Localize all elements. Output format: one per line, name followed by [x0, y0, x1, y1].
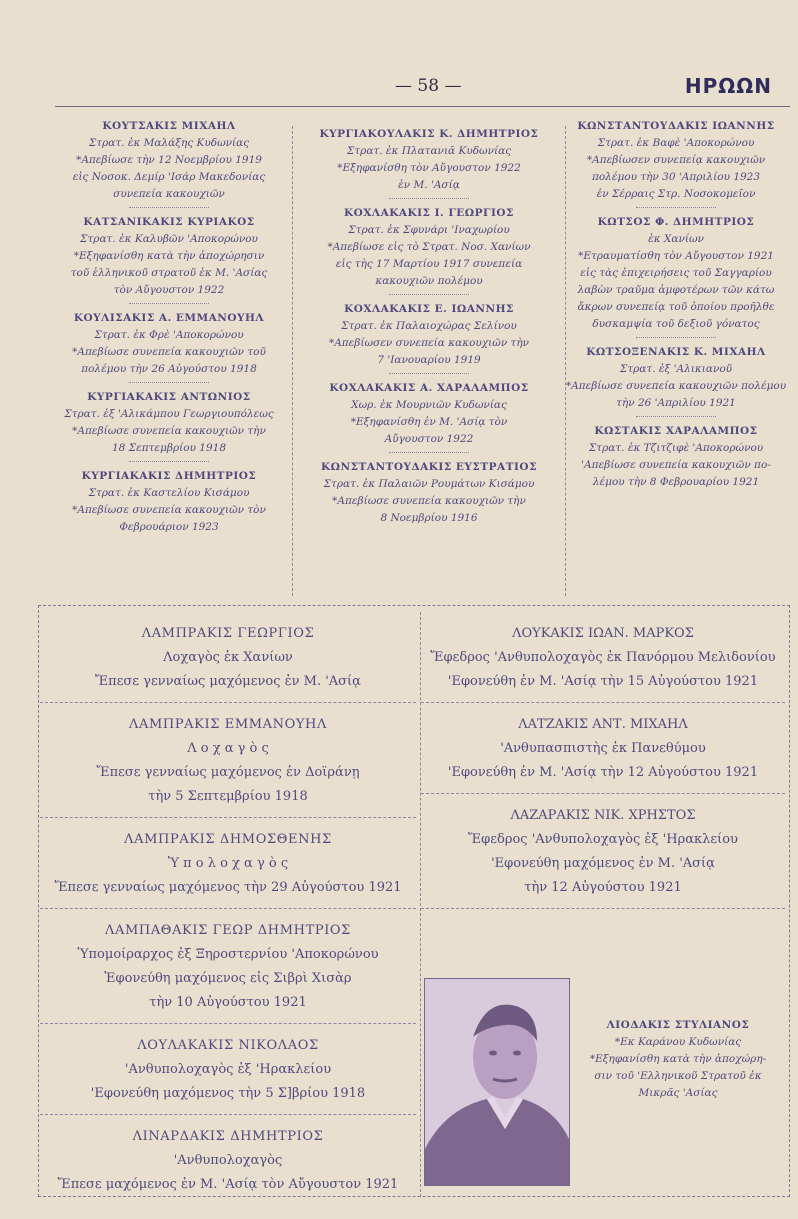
entry-line: *Εξηφανίσθη ἐν Μ. 'Ασίᾳ τὸν — [350, 416, 508, 428]
entry-line: τὴν 26 'Απριλίου 1921 — [616, 397, 736, 409]
entry-line: Στρατ. ἐξ 'Αλικάμπου Γεωργιουπόλεως — [64, 408, 274, 420]
entry-line: Ἔφεδρος 'Ανθυπολοχαγὸς ἐκ Πανόρμου Μελιδονίου — [430, 650, 776, 665]
soldier-name: ΛΟΥΛΑΚΑΚΙΣ ΝΙΚΟΛΑΟΣ — [137, 1038, 319, 1053]
entry-line: σιν τοῦ 'Ελληνικοῦ Στρατοῦ ἐκ — [594, 1070, 762, 1082]
soldier-name: ΛΙΝΑΡΔΑΚΙΣ ΔΗΜΗΤΡΙΟΣ — [132, 1129, 324, 1144]
entry-line: *Απεβίωσε εἰς τὸ Στρατ. Νοσ. Χανίων — [327, 241, 531, 253]
entry-line: Στρατ. ἐκ Μαλάξης Κυδωνίας — [88, 137, 250, 149]
entry-line: συνεπεία κακουχιῶν — [113, 188, 225, 200]
entry-line: Χωρ. ἐκ Μουρνιῶν Κυδωνίας — [351, 399, 507, 411]
entry-line: ἐν Μ. 'Ασίᾳ — [398, 179, 460, 191]
memorial-entry — [299, 301, 559, 369]
divider — [129, 303, 209, 304]
memorial-entry — [421, 612, 785, 703]
divider — [636, 207, 716, 208]
entry-line: ἄκρων συνεπείᾳ τοῦ ὁποίου προῆλθε — [577, 301, 775, 313]
divider — [389, 198, 469, 199]
entry-line: Ἔπεσε μαχόμενος ἐν Μ. 'Ασίᾳ τὸν Αὔγουστον 1921 — [57, 1177, 399, 1192]
memorial-entry — [60, 468, 278, 536]
entry-line: Λ ο χ α γ ὸ ς — [187, 741, 269, 756]
divider — [129, 207, 209, 208]
divider — [389, 294, 469, 295]
entry-line: Ὑ π ο λ ο χ α γ ὸ ς — [167, 856, 289, 871]
portrait-caption — [566, 1017, 790, 1102]
memorial-entry — [560, 214, 792, 333]
memorial-entry — [421, 703, 785, 794]
memorial-entry — [40, 909, 416, 1024]
entry-line: πολέμου τὴν 30 'Απριλίου 1923 — [591, 171, 761, 183]
entry-line: εἰς Νοσοκ. Δεμίρ 'Ισάρ Μακεδονίας — [72, 171, 266, 183]
entry-line: *Απεβίωσε τὴν 12 Νοεμβρίου 1919 — [76, 154, 262, 166]
memorial-entry — [60, 389, 278, 457]
entry-line: 8 Νοεμβρίου 1916 — [380, 512, 478, 524]
portrait-photo — [424, 978, 570, 1186]
entry-line: *Απεβίωσεν συνεπεία κακουχιῶν τὴν — [328, 337, 530, 349]
entry-line: Αὔγουστον 1922 — [384, 433, 474, 445]
entry-line: τὴν 12 Αὐγούστου 1921 — [524, 880, 682, 895]
entry-line: 18 Σεπτεμβρίου 1918 — [111, 442, 227, 454]
divider — [129, 461, 209, 462]
soldier-name: ΚΥΡΓΙΑΚΟΥΛΑΚΙΣ Κ. ΔΗΜΗΤΡΙΟΣ — [319, 128, 539, 140]
entry-line: *Απεβίωσε συνεπεία κακουχιῶν τὴν — [332, 495, 526, 507]
portrait-image — [425, 979, 569, 1185]
soldier-name: ΚΩΤΣΟΞΕΝΑΚΙΣ Κ. ΜΙΧΑΗΛ — [586, 346, 766, 358]
soldier-name: ΚΩΝΣΤΑΝΤΟΥΔΑΚΙΣ ΙΩΑΝΝΗΣ — [577, 120, 775, 132]
entry-line: Στρατ. ἐκ Τζιτζιφὲ 'Αποκορώνου — [588, 442, 764, 454]
entry-line: Στρατ. ἐκ Παλαιῶν Ρουμάτων Κισάμου — [323, 478, 535, 490]
soldier-name: ΚΥΡΓΙΑΚΑΚΙΣ ΑΝΤΩΝΙΟΣ — [87, 391, 251, 403]
soldier-name: ΚΟΥΛΙΣΑΚΙΣ Α. ΕΜΜΑΝΟΥΗΛ — [73, 312, 265, 324]
soldier-name: ΛΑΜΠΡΑΚΙΣ ΔΗΜΟΣΘΕΝΗΣ — [124, 832, 332, 847]
entry-line: 'Ανθυπολοχαγὸς — [173, 1153, 283, 1168]
entry-line: Στρατ. ἐκ Πλατανιᾶ Κυδωνίας — [346, 145, 512, 157]
soldier-name: ΚΟΥΤΣΑΚΙΣ ΜΙΧΑΗΛ — [102, 120, 236, 132]
entry-line: *Απεβίωσεν συνεπείᾳ κακουχιῶν — [586, 154, 766, 166]
soldier-name: ΛΑΜΠΑΘΑΚΙΣ ΓΕΩΡ ΔΗΜΗΤΡΙΟΣ — [105, 923, 351, 938]
entry-line: εἰς τὴς 17 Μαρτίου 1917 συνεπεία — [335, 258, 523, 270]
entry-line: *Απεβίωσε συνεπεία κακουχιῶν τὸν — [72, 504, 266, 516]
memorial-entry — [40, 1024, 416, 1115]
entry-line: 'Εφονεύθη ἐν Μ. 'Ασίᾳ τὴν 15 Αὐγούστου 1921 — [447, 674, 759, 689]
memorial-entry — [60, 310, 278, 378]
memorial-entry — [40, 818, 416, 909]
column-left — [60, 118, 278, 536]
soldier-name: ΛΑΤΖΑΚΙΣ ΑΝΤ. ΜΙΧΑΗΛ — [518, 717, 688, 732]
memorial-entry — [299, 126, 559, 194]
memorial-entry — [299, 205, 559, 290]
entry-line: Ἔπεσε γενναίως μαχόμενος ἐν Δοϊράνῃ — [96, 765, 360, 780]
entry-line: τοῦ ἑλληνικοῦ στρατοῦ ἐκ Μ. 'Ασίας — [70, 267, 268, 279]
entry-line: Ἔφεδρος 'Ανθυπολοχαγὸς ἐξ 'Ηρακλείου — [468, 832, 738, 847]
divider — [389, 452, 469, 453]
entry-line: *Ετραυματίσθη τὸν Αὔγουστον 1921 — [578, 250, 774, 262]
memorial-entry — [299, 380, 559, 448]
soldier-name: ΚΩΤΣΟΣ Φ. ΔΗΜΗΤΡΙΟΣ — [597, 216, 755, 228]
entry-line: ἐκ Χανίων — [648, 233, 704, 245]
entry-line: Λοχαγὸς ἐκ Χανίων — [163, 650, 293, 665]
entry-line: Στρατ. ἐκ Φρὲ 'Αποκορώνου — [94, 329, 244, 341]
entry-line: *Εξηφανίσθη τὸν Αὔγουστον 1922 — [337, 162, 521, 174]
header-rule — [55, 106, 790, 107]
entry-line: 'Ανθυπολοχαγὸς ἐξ 'Ηρακλείου — [124, 1062, 332, 1077]
officers-left-column — [40, 612, 416, 1205]
entry-line: 'Εφονεύθη μαχόμενος τὴν 5 Σ]βρίου 1918 — [90, 1086, 366, 1101]
soldier-name: ΚΟΧΛΑΚΑΚΙΣ Ε. ΙΩΑΝΝΗΣ — [344, 303, 514, 315]
soldier-name: ΚΥΡΓΙΑΚΑΚΙΣ ΔΗΜΗΤΡΙΟΣ — [81, 470, 257, 482]
entry-line: εἰς τὰς ἐπιχειρήσεις τοῦ Σαγγαρίου — [580, 267, 772, 279]
memorial-entry — [40, 703, 416, 818]
entry-line: *Εξηφανίσθη κατὰ τὴν ἀποχώρησιν — [73, 250, 265, 262]
soldier-name: ΛΟΥΚΑΚΙΣ ΙΩΑΝ. ΜΑΡΚΟΣ — [512, 626, 694, 641]
entry-line: Στρατ. ἐξ 'Αλικιανοῦ — [619, 363, 733, 375]
page-heading: ΗΡΩΩΝ — [684, 74, 772, 98]
entry-line: Ὑπομοίραρχος ἐξ Ξηροστερνίου 'Αποκορώνου — [77, 947, 379, 962]
entry-line: *Απεβίωσε συνεπεία κακουχιῶν τὴν — [72, 425, 266, 437]
soldier-name: ΚΑΤΣΑΝΙΚΑΚΙΣ ΚΥΡΙΑΚΟΣ — [83, 216, 255, 228]
entry-line: 'Εφονεύθη ἐν Μ. 'Ασίᾳ τὴν 12 Αὐγούστου 1921 — [447, 765, 759, 780]
soldier-name: ΛΙΟΔΑΚΙΣ ΣΤΥΛΙΑΝΟΣ — [606, 1019, 750, 1031]
entry-line: πολέμου τὴν 26 Αὐγούστου 1918 — [81, 363, 257, 375]
entry-line: Ἐφονεύθη μαχόμενος εἰς Σιβρὶ Χισὰρ — [104, 971, 352, 986]
entry-line: 'Ανθυπασπιστὴς ἐκ Πανεθύμου — [500, 741, 706, 756]
entry-line: *Εξηφανίσθη κατὰ τὴν ἀποχώρη- — [589, 1053, 767, 1065]
soldier-name: ΛΑΖΑΡΑΚΙΣ ΝΙΚ. ΧΡΗΣΤΟΣ — [510, 808, 696, 823]
entry-line: Στρατ. ἐκ Παλαιοχώρας Σελίνου — [341, 320, 517, 332]
soldier-name: ΛΑΜΠΡΑΚΙΣ ΕΜΜΑΝΟΥΗΛ — [129, 717, 327, 732]
entry-line: Φεβρουάριον 1923 — [119, 521, 219, 533]
divider — [636, 416, 716, 417]
soldier-name: ΚΩΣΤΑΚΙΣ ΧΑΡΑΛΑΜΠΟΣ — [594, 425, 758, 437]
entry-line: δυσκαμψία τοῦ δεξιοῦ γόνατος — [592, 318, 760, 330]
soldier-name: ΚΟΧΛΑΚΑΚΙΣ Ι. ΓΕΩΡΓΙΟΣ — [344, 207, 514, 219]
entry-line: Στρατ. ἐκ Βαφὲ 'Αποκορώνου — [597, 137, 755, 149]
entry-line: κακουχιῶν πολέμου — [375, 275, 483, 287]
memorial-entry — [40, 1115, 416, 1205]
entry-line: λαβὼν τραῦμα ἀμφοτέρων τῶν κάτω — [577, 284, 775, 296]
entry-line: ἐν Σέρραις Στρ. Νοσοκομεῖον — [596, 188, 756, 200]
soldier-name: ΚΟΧΛΑΚΑΚΙΣ Α. ΧΑΡΑΛΑΜΠΟΣ — [329, 382, 529, 394]
entry-line: Στρατ. ἐκ Καστελίου Κισάμου — [88, 487, 250, 499]
memorial-entry — [40, 612, 416, 703]
divider — [129, 382, 209, 383]
entry-line: λέμου τὴν 8 Φεβρουαρίου 1921 — [592, 476, 760, 488]
column-right — [560, 118, 792, 491]
divider — [636, 337, 716, 338]
divider — [389, 373, 469, 374]
entry-line: *Εκ Καράνου Κυδωνίας — [614, 1036, 742, 1048]
memorial-entry — [560, 344, 792, 412]
entry-line: τὴν 5 Σεπτεμβρίου 1918 — [148, 789, 308, 804]
entry-line: 7 'Ιανουαρίου 1919 — [377, 354, 481, 366]
memorial-entry — [299, 459, 559, 527]
memorial-entry — [60, 214, 278, 299]
page-header — [0, 72, 798, 106]
column-middle — [292, 126, 566, 596]
memorial-entry — [60, 118, 278, 203]
page-number: — 58 — — [395, 76, 462, 96]
entry-line: 'Εφονεύθη μαχόμενος ἐν Μ. 'Ασίᾳ — [491, 856, 715, 871]
entry-line: Στρατ. ἐκ Καλυβῶν 'Αποκορώνου — [80, 233, 258, 245]
entry-line: 'Απεβίωσε συνεπεία κακουχιῶν πο- — [581, 459, 771, 471]
entry-line: Στρατ. ἐκ Σφυνάρι 'Ιναχωρίου — [348, 224, 510, 236]
memorial-entry — [560, 118, 792, 203]
entry-line: Ἔπεσε γενναίως μαχόμενος τὴν 29 Αὐγούστου 1921 — [54, 880, 402, 895]
memorial-entry — [560, 423, 792, 491]
entry-line: Μικρᾶς 'Ασίας — [638, 1087, 718, 1099]
entry-line: τὴν 10 Αὐγούστου 1921 — [149, 995, 307, 1010]
entry-line: *Απεβίωσε συνεπεία κακουχιῶν πολέμου — [565, 380, 787, 392]
memorial-entry — [421, 794, 785, 909]
entry-line: τὸν Αὔγουστον 1922 — [113, 284, 225, 296]
entry-line: *Απεβίωσε συνεπεία κακουχιῶν τοῦ — [72, 346, 266, 358]
entry-line: Ἔπεσε γενναίως μαχόμενος ἐν Μ. 'Ασίᾳ — [95, 674, 361, 689]
soldier-name: ΛΑΜΠΡΑΚΙΣ ΓΕΩΡΓΙΟΣ — [141, 626, 315, 641]
soldier-name: ΚΩΝΣΤΑΝΤΟΥΔΑΚΙΣ ΕΥΣΤΡΑΤΙΟΣ — [321, 461, 537, 473]
